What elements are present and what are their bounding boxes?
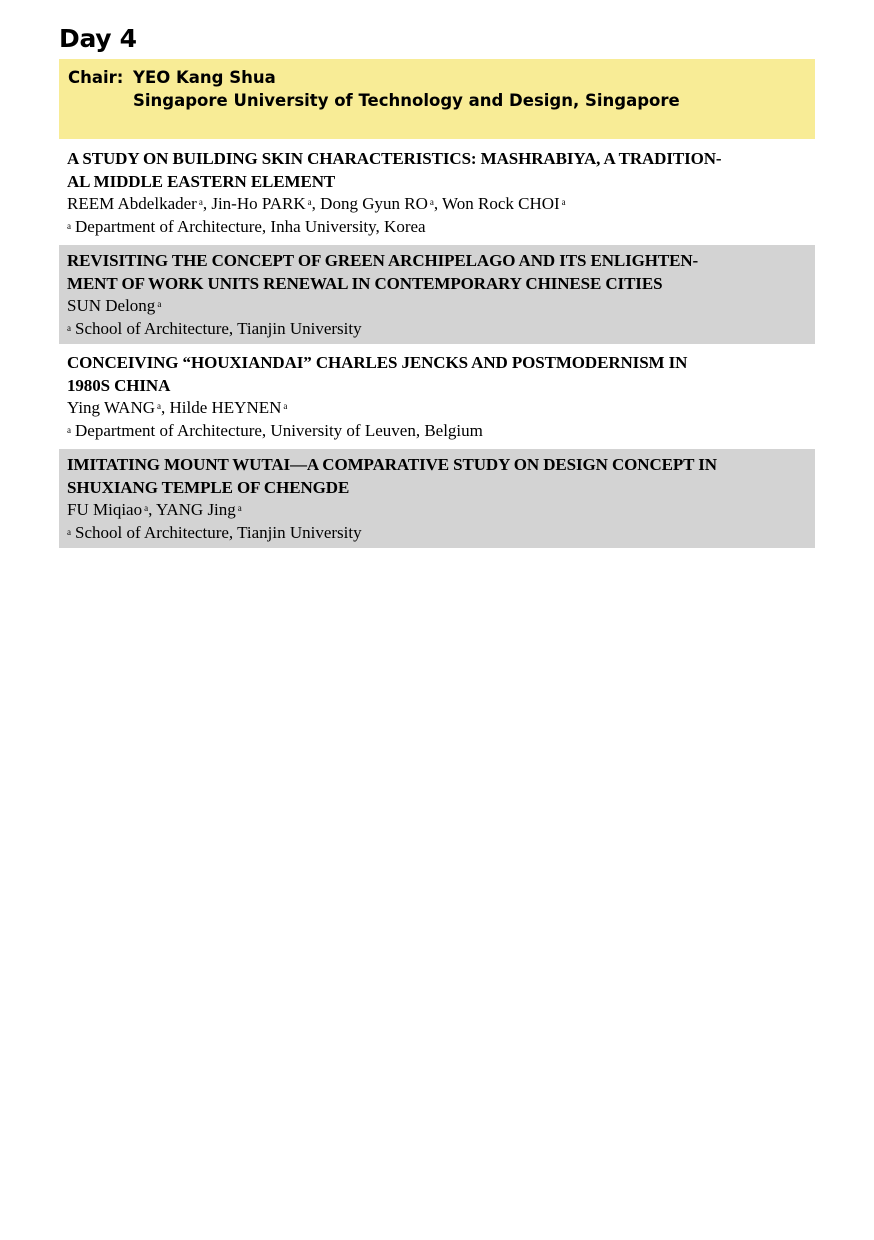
paper-title bbox=[67, 250, 807, 295]
affiliation-text: School of Architecture, Tianjin University bbox=[75, 522, 362, 542]
chair-label: Chair: bbox=[68, 68, 124, 87]
paper-authors bbox=[67, 295, 807, 318]
author-name: Won Rock CHOI bbox=[442, 194, 560, 213]
paper-title bbox=[67, 352, 807, 397]
affiliation-text: School of Architecture, Tianjin University bbox=[75, 318, 362, 338]
paper-title-line: AL MIDDLE EASTERN ELEMENT bbox=[67, 171, 336, 191]
author-affiliation-mark: a bbox=[157, 299, 162, 309]
paper-title bbox=[67, 148, 807, 193]
paper-affiliation bbox=[67, 420, 807, 443]
author-name: FU Miqiao bbox=[67, 500, 143, 519]
day-title: Day 4 bbox=[59, 24, 137, 53]
affiliation-mark: a bbox=[67, 424, 71, 435]
author-name: Hilde HEYNEN bbox=[169, 398, 282, 417]
paper-entry bbox=[59, 449, 815, 548]
paper-title-line: IMITATING MOUNT WUTAI—A COMPARATIVE STUDY ON DESIGN CONCEPT IN bbox=[67, 455, 717, 474]
paper-entry bbox=[59, 143, 815, 242]
paper-title-line: SHUXIANG TEMPLE OF CHENGDE bbox=[67, 477, 350, 497]
paper-entry bbox=[59, 347, 815, 446]
paper-title bbox=[67, 454, 807, 499]
author-affiliation-mark: a bbox=[429, 197, 434, 207]
author-name: Ying WANG bbox=[67, 398, 155, 417]
chair-row bbox=[68, 66, 815, 112]
author-separator: , bbox=[202, 194, 212, 213]
paper-authors bbox=[67, 397, 807, 420]
author-name: REEM Abdelkader bbox=[67, 194, 197, 213]
paper-authors bbox=[67, 499, 807, 522]
affiliation-text: Department of Architecture, University of Leuven, Belgium bbox=[75, 420, 483, 440]
author-affiliation-mark: a bbox=[561, 197, 566, 207]
author-affiliation-mark: a bbox=[307, 197, 312, 207]
paper-title-line: CONCEIVING “HOUXIANDAI” CHARLES JENCKS AND POSTMODERNISM IN bbox=[67, 353, 688, 372]
paper-affiliation bbox=[67, 522, 807, 545]
author-separator: , bbox=[148, 500, 156, 519]
author-affiliation-mark: a bbox=[237, 503, 242, 513]
paper-list bbox=[59, 143, 815, 548]
chair-details bbox=[133, 66, 680, 112]
chair-institution: Singapore University of Technology and Design, Singapore bbox=[133, 91, 680, 110]
author-name: Dong Gyun RO bbox=[320, 194, 428, 213]
paper-affiliation bbox=[67, 318, 807, 341]
affiliation-text: Department of Architecture, Inha University, Korea bbox=[75, 216, 426, 236]
author-name: SUN Delong bbox=[67, 296, 156, 315]
author-affiliation-mark: a bbox=[157, 401, 161, 411]
author-separator: , bbox=[161, 398, 170, 417]
paper-title-line: 1980S CHINA bbox=[67, 375, 171, 395]
author-affiliation-mark: a bbox=[198, 197, 203, 207]
paper-authors bbox=[67, 193, 807, 216]
author-name: YANG Jing bbox=[155, 500, 236, 519]
affiliation-mark: a bbox=[67, 526, 71, 537]
affiliation-mark: a bbox=[67, 220, 71, 231]
author-name: Jin-Ho PARK bbox=[211, 194, 306, 213]
affiliation-mark: a bbox=[67, 322, 71, 333]
paper-title-line: A STUDY ON BUILDING SKIN CHARACTERISTICS: MASHRABIYA, A TRADITION- bbox=[67, 149, 722, 168]
chair-name: YEO Kang Shua bbox=[133, 68, 276, 87]
author-separator: , bbox=[311, 194, 321, 213]
paper-title-line: REVISITING THE CONCEPT OF GREEN ARCHIPELAGO AND ITS ENLIGHTEN- bbox=[67, 251, 699, 270]
chair-panel bbox=[59, 59, 815, 139]
paper-entry bbox=[59, 245, 815, 344]
paper-affiliation bbox=[67, 216, 807, 239]
author-separator: , bbox=[433, 194, 443, 213]
author-affiliation-mark: a bbox=[283, 401, 288, 411]
paper-title-line: MENT OF WORK UNITS RENEWAL IN CONTEMPORARY CHINESE CITIES bbox=[67, 273, 663, 293]
author-affiliation-mark: a bbox=[144, 503, 149, 513]
